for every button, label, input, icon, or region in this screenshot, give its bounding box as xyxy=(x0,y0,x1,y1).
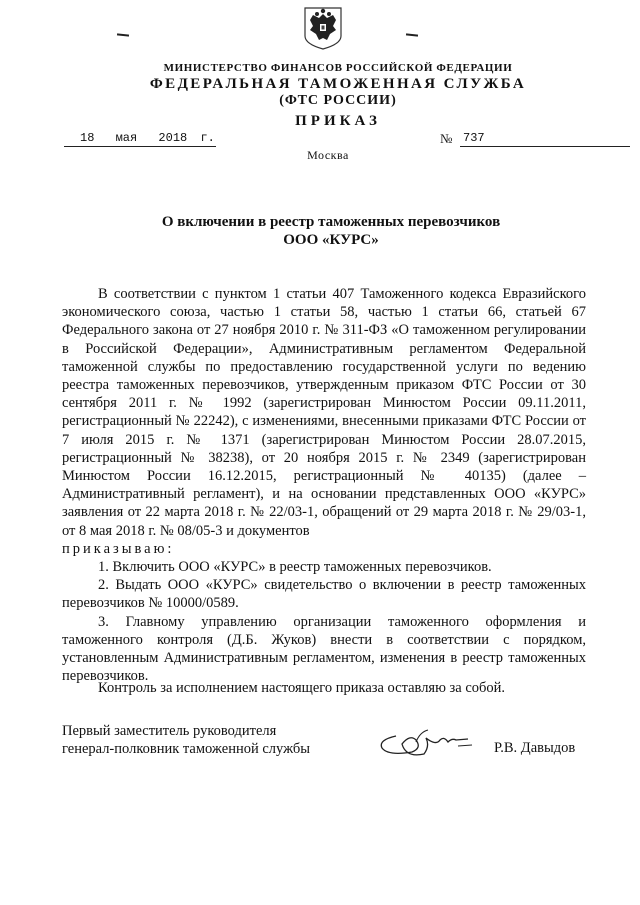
date-year: 2018 xyxy=(158,131,188,145)
city: Москва xyxy=(307,148,349,162)
signatory-name: Р.В. Давыдов xyxy=(494,740,576,756)
date-day: 18 xyxy=(80,131,95,145)
order-item-1: 1. Включить ООО «КУРС» в реестр таможенных перевозчиков. xyxy=(98,559,492,576)
date-suffix: г. xyxy=(200,131,215,145)
number-sign: № xyxy=(440,131,453,146)
scan-mark-right xyxy=(406,33,418,36)
document-type: ПРИКАЗ xyxy=(295,113,381,129)
signatory-position xyxy=(62,722,310,758)
order-date xyxy=(64,131,216,147)
handwritten-signature-icon xyxy=(376,724,476,764)
scan-mark-left xyxy=(117,33,129,36)
order-word: приказываю: xyxy=(62,540,175,557)
ministry-name: МИНИСТЕРСТВО ФИНАНСОВ РОССИЙСКОЙ ФЕДЕРАЦИИ xyxy=(163,62,513,74)
order-item-3: 3. Главному управлению организации таможенного оформления и таможенного контроля (Д.Б. Жуков) внести в соответствии с порядком, установленным Административным регламентом, изменения в реестр таможенных перевозчиков. xyxy=(62,613,586,685)
order-subject xyxy=(0,213,640,249)
subject-line-2: ООО «КУРС» xyxy=(283,232,379,248)
order-item-2: 2. Выдать ООО «КУРС» свидетельство о включении в реестр таможенных перевозчиков № 10000/0589. xyxy=(62,577,586,612)
subject-line-1: О включении в реестр таможенных перевозчиков xyxy=(161,214,501,230)
order-number xyxy=(440,131,485,147)
service-short-name: (ФТС РОССИИ) xyxy=(279,93,397,108)
control-clause: Контроль за исполнением настоящего приказа оставляю за собой. xyxy=(98,680,506,696)
date-month: мая xyxy=(115,131,138,145)
service-name: ФЕДЕРАЛЬНАЯ ТАМОЖЕННАЯ СЛУЖБА xyxy=(149,76,527,92)
position-line-2: генерал-полковник таможенной службы xyxy=(62,741,311,757)
position-line-1: Первый заместитель руководителя xyxy=(62,723,277,739)
order-body xyxy=(62,285,586,685)
number-value: 737 xyxy=(463,131,485,145)
preamble: В соответствии с пунктом 1 статьи 407 Таможенного кодекса Евразийского экономического союза, частью 1 статьи 58, частью 1 статьи 66, статьей 67 Федерального закона от 27 ноября 2010 г. № 311-ФЗ «О таможенном регулировании в Российской Федерации», Административным регламентом Федеральной таможенной службы по предоставлению государственной услуги по ведению реестра таможенных перевозчиков, утвержденным приказом ФТС России от 30 сентября 2011 г. № 1992 (зарегистрирован Минюстом России 09.11.2011, регистрационный № 22242), с изменениями, внесенными приказами ФТС России от 7 июля 2015 г. № 1371 (зарегистрирован Минюстом России 28.07.2015, регистрационный № 38238), от 20 ноября 2015 г. № 2349 (зарегистрирован Минюстом России 16.12.2015, регистрационный № 40135) (далее – Административный регламент), и на основании представленных ООО «КУРС» заявления от 22 марта 2018 г. № 22/03-1, обращений от 29 марта 2018 г. № 29/03-1, от 8 мая 2018 г. № 08/05-3 и документов xyxy=(62,286,586,539)
russian-coat-of-arms-icon xyxy=(303,6,343,50)
